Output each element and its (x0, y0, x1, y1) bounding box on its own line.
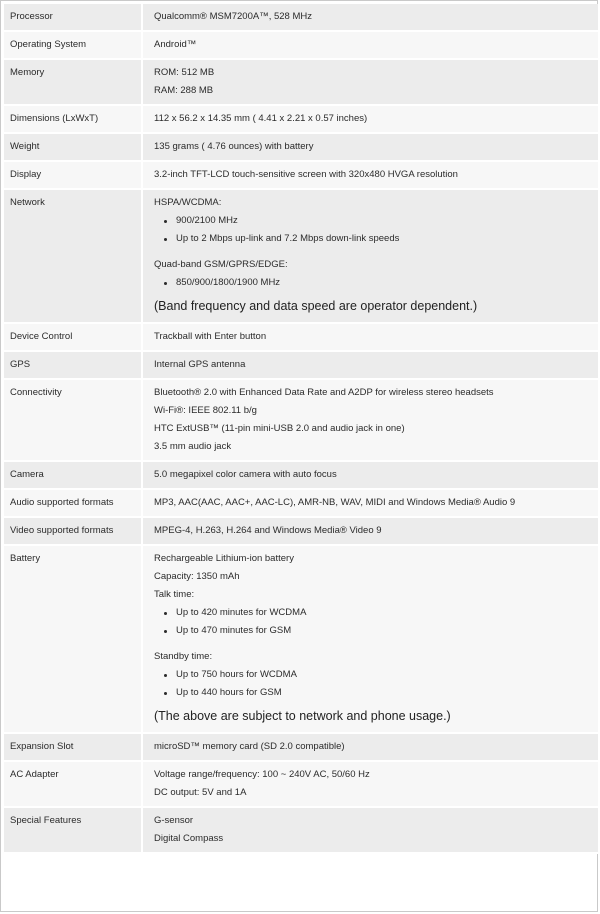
battery-type: Rechargeable Lithium-ion battery (154, 553, 294, 564)
network-hspa-title: HSPA/WCDMA: (154, 197, 222, 208)
connectivity-line: Bluetooth® 2.0 with Enhanced Data Rate and A2DP for wireless stereo headsets (154, 387, 494, 398)
spec-label: Video supported formats (4, 517, 142, 545)
network-hspa-list (154, 212, 592, 248)
spec-value: 112 x 56.2 x 14.35 mm ( 4.41 x 2.21 x 0.57 inches) (142, 105, 598, 133)
battery-standby-title: Standby time: (154, 651, 213, 662)
network-gsm-title: Quad-band GSM/GPRS/EDGE: (154, 259, 288, 270)
spec-value: MP3, AAC(AAC, AAC+, AAC-LC), AMR-NB, WAV, MIDI and Windows Media® Audio 9 (142, 489, 598, 517)
spec-label: Connectivity (4, 379, 142, 461)
spec-row-memory (4, 59, 598, 105)
spec-row-operating-system (4, 31, 598, 59)
spec-label: Network (4, 189, 142, 323)
spec-row-ac-adapter (4, 761, 598, 807)
spec-label: Battery (4, 545, 142, 733)
spec-value: Android™ (142, 31, 598, 59)
spec-row-audio-formats (4, 489, 598, 517)
feature-item: G-sensor (154, 815, 194, 826)
spec-value: Trackball with Enter button (142, 323, 598, 351)
spec-value: Internal GPS antenna (142, 351, 598, 379)
battery-talk-title: Talk time: (154, 589, 195, 600)
list-item: 900/2100 MHz (164, 212, 592, 230)
spec-value (142, 545, 598, 733)
spec-row-expansion-slot (4, 733, 598, 761)
spec-row-video-formats (4, 517, 598, 545)
spec-row-network (4, 189, 598, 323)
list-item: Up to 440 hours for GSM (164, 684, 592, 702)
battery-note: (The above are subject to network and phone usage.) (154, 709, 451, 723)
spec-label: GPS (4, 351, 142, 379)
spec-label: Weight (4, 133, 142, 161)
spec-label: Memory (4, 59, 142, 105)
connectivity-line: 3.5 mm audio jack (154, 441, 232, 452)
spec-label: Audio supported formats (4, 489, 142, 517)
spec-row-weight (4, 133, 598, 161)
list-item: Up to 2 Mbps up-link and 7.2 Mbps down-link speeds (164, 230, 592, 248)
spec-label: Device Control (4, 323, 142, 351)
feature-item: Digital Compass (154, 833, 224, 844)
spec-row-camera (4, 461, 598, 489)
list-item: Up to 750 hours for WCDMA (164, 666, 592, 684)
memory-ram: RAM: 288 MB (154, 85, 214, 96)
spec-value (142, 59, 598, 105)
spec-value (142, 761, 598, 807)
spec-row-processor (4, 4, 598, 31)
spec-label: Expansion Slot (4, 733, 142, 761)
spec-value: 3.2-inch TFT-LCD touch-sensitive screen with 320x480 HVGA resolution (142, 161, 598, 189)
connectivity-line: Wi-Fi®: IEEE 802.11 b/g (154, 405, 257, 416)
spec-row-connectivity (4, 379, 598, 461)
list-item: 850/900/1800/1900 MHz (164, 274, 592, 292)
spec-value: 135 grams ( 4.76 ounces) with battery (142, 133, 598, 161)
battery-talk-list (154, 604, 592, 640)
network-gsm-list (154, 274, 592, 292)
list-item: Up to 470 minutes for GSM (164, 622, 592, 640)
spec-row-gps (4, 351, 598, 379)
memory-rom: ROM: 512 MB (154, 67, 215, 78)
spec-label: AC Adapter (4, 761, 142, 807)
spec-label: Operating System (4, 31, 142, 59)
spec-value: 5.0 megapixel color camera with auto focus (142, 461, 598, 489)
spec-value: Qualcomm® MSM7200A™, 528 MHz (142, 4, 598, 31)
spec-row-battery (4, 545, 598, 733)
spec-label: Processor (4, 4, 142, 31)
spec-value (142, 189, 598, 323)
battery-capacity: Capacity: 1350 mAh (154, 571, 240, 582)
spec-value: MPEG-4, H.263, H.264 and Windows Media® Video 9 (142, 517, 598, 545)
spec-value: microSD™ memory card (SD 2.0 compatible) (142, 733, 598, 761)
battery-standby-list (154, 666, 592, 702)
spec-label: Display (4, 161, 142, 189)
spec-label: Special Features (4, 807, 142, 853)
network-note: (Band frequency and data speed are operator dependent.) (154, 299, 478, 313)
spec-label: Dimensions (LxWxT) (4, 105, 142, 133)
list-item: Up to 420 minutes for WCDMA (164, 604, 592, 622)
spec-value (142, 379, 598, 461)
connectivity-line: HTC ExtUSB™ (11-pin mini-USB 2.0 and audio jack in one) (154, 423, 405, 434)
ac-voltage: Voltage range/frequency: 100 ~ 240V AC, 50/60 Hz (154, 769, 370, 780)
specifications-table (4, 4, 598, 854)
ac-output: DC output: 5V and 1A (154, 787, 247, 798)
spec-row-special-features (4, 807, 598, 853)
spec-row-dimensions (4, 105, 598, 133)
spec-label: Camera (4, 461, 142, 489)
spec-value (142, 807, 598, 853)
spec-row-device-control (4, 323, 598, 351)
spec-row-display (4, 161, 598, 189)
